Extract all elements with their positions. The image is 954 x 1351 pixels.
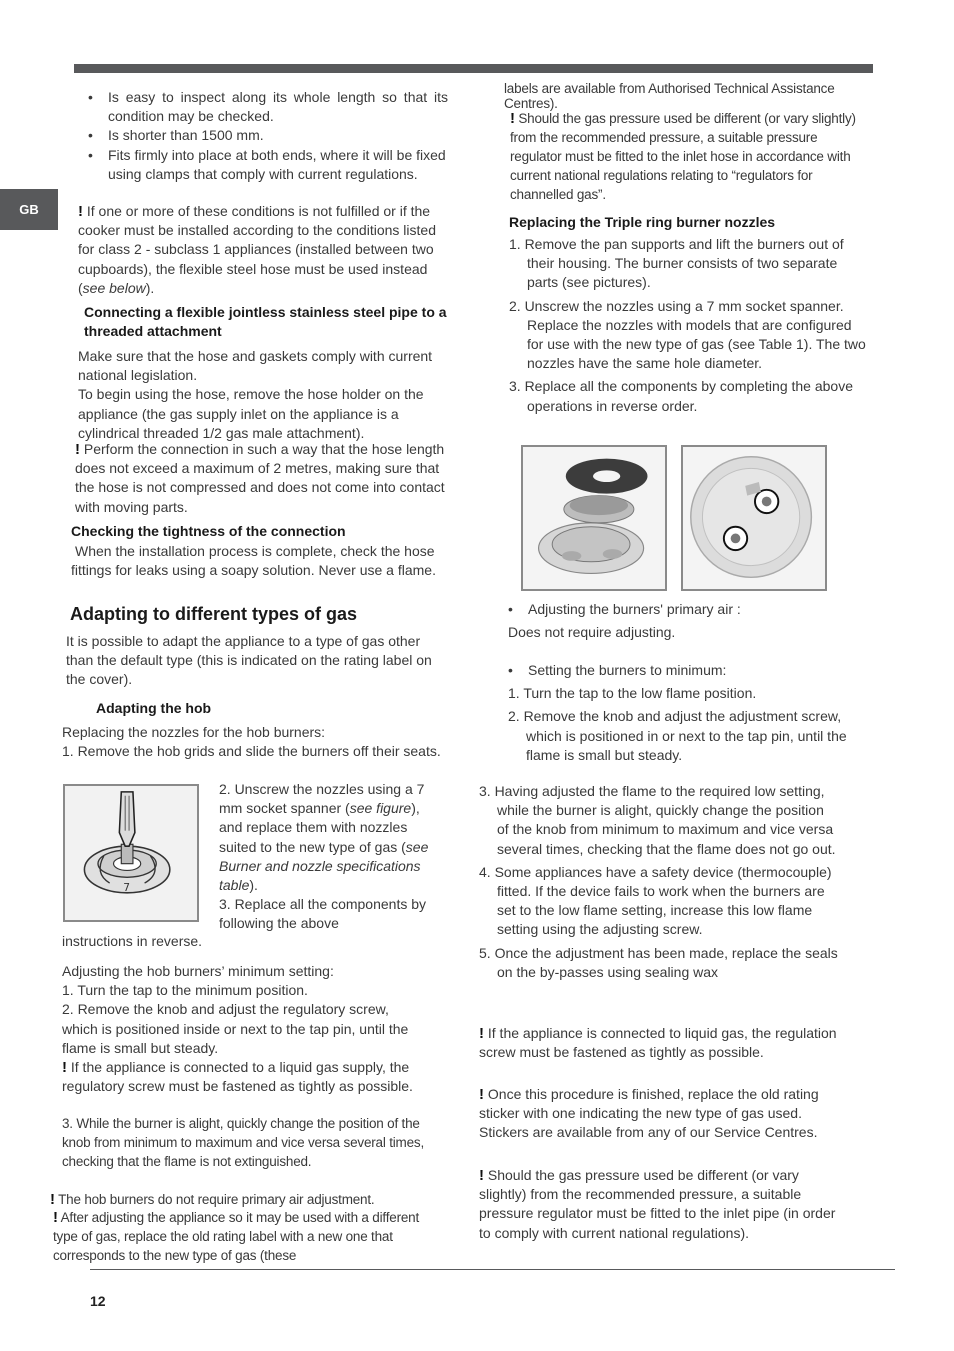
adjustment-steps [479, 782, 839, 982]
hob-step-2-italic: see Burner and nozzle specifications table [219, 838, 429, 894]
heading-tightness: Checking the tightness of the connection [71, 523, 346, 539]
labels-continuation: labels are available from Authorised Technical Assistance Centres). [504, 81, 835, 111]
primary-air-text: Does not require adjusting. [508, 624, 676, 641]
hob-step-2-text: ), and replace them with nozzles suited to the new type of gas ( [219, 800, 420, 855]
hob-step-2 [219, 780, 433, 934]
warning-mark: ! [510, 110, 515, 127]
warning-mark: ! [53, 1209, 58, 1226]
note-text: Perform the connection in such a way that the hose length does not exceed a maximum of 2 metres, making sure that the hose is not compressed and does not come into contact with moving parts. [75, 441, 445, 515]
adapting-paragraph: It is possible to adapt the appliance to a type of gas other than the default type (this is indicated on the rating label on the cover). [66, 633, 432, 688]
minimum-step-2: 2. Remove the knob and adjust the regulatory screw, which is positioned inside or next to the tap pin, until the flame is small but steady. [62, 1001, 409, 1056]
bottom-rule [90, 1269, 895, 1270]
list-item: 1. Turn the tap to the low flame position. [508, 685, 757, 702]
minimum-step-3: 3. While the burner is alight, quickly change the position of the knob from minimum to maximum and vice versa several times, checking that the flame is not extinguished. [62, 1116, 425, 1169]
heading-adapting-hob: Adapting the hob [96, 700, 212, 716]
note-pressure-regulator [510, 109, 870, 204]
nozzle-spanner-icon [65, 786, 197, 920]
primary-air-section [508, 600, 868, 642]
hose-text-1: Make sure that the hose and gaskets comply with current national legislation. [78, 348, 433, 384]
note-text: If the appliance is connected to liquid gas, the regulation screw must be fastened as tightly as possible. [479, 1025, 837, 1061]
note-class2 [78, 202, 450, 298]
list-item: • Fits firmly into place at both ends, where it will be fixed using clamps that comply with current regulations. [88, 146, 448, 184]
list-item: • Is shorter than 1500 mm. [88, 126, 448, 145]
list-item: 3. Having adjusted the flame to the required low setting, while the burner is alight, quickly change the position of the knob from minimum to maximum and vice versa several times, checking that the flame does not go out. [479, 783, 836, 857]
warning-mark: ! [479, 1025, 484, 1042]
note-text: Once this procedure is finished, replace the old rating sticker with one indicating the new type of gas used. Stickers are available from any of our Service Centres. [479, 1086, 819, 1141]
note-inlet-pipe [479, 1166, 839, 1243]
requirements-list [88, 88, 448, 184]
warning-mark: ! [78, 203, 83, 220]
minimum-title: Adjusting the hob burners’ minimum setting: [62, 963, 334, 979]
list-item: 1. Remove the pan supports and lift the burners out of their housing. The burner consists of two separate parts (see pictures). [509, 236, 844, 291]
warning-mark: ! [479, 1167, 484, 1184]
burner-exploded-photo [521, 445, 667, 591]
warning-mark: ! [75, 441, 80, 458]
heading-triple-ring: Replacing the Triple ring burner nozzles [509, 214, 776, 230]
note-text: If the appliance is connected to a liquid gas supply, the regulatory screw must be fastened as tightly as possible. [62, 1059, 413, 1095]
language-tab: GB [0, 189, 58, 230]
note-text: Should the gas pressure used be different (or vary slightly) from the recommended pressure, a suitable pressure regulator must be fitted to the inlet pipe (in order to comply with current national regulations). [479, 1167, 836, 1241]
hob-intro: Replacing the nozzles for the hob burners: [62, 724, 326, 740]
warning-mark: ! [479, 1086, 484, 1103]
warning-mark: ! [62, 1059, 67, 1077]
hob-step-3: 3. Replace all the components by following the above [219, 896, 427, 932]
note-text: After adjusting the appliance so it may be used with a different type of gas, replace the old rating label with a new one that corresponds to the new type of gas (these [53, 1210, 420, 1263]
triple-ring-steps [509, 235, 871, 416]
note-text: If one or more of these conditions is not fulfilled or if the cooker must be installed according to the conditions listed for class 2 - subclass 1 appliances (installed between two cupboards), the flexible steel hose must be used instead ( [78, 203, 436, 296]
list-item: • Is easy to inspect along its whole length so that its condition may be checked. [88, 88, 448, 126]
note-liquid-gas [479, 1024, 839, 1062]
heading-adapting-gas: Adapting to different types of gas [70, 604, 358, 624]
list-item: 2. Unscrew the nozzles using a 7 mm socket spanner. Replace the nozzles with models that are configured for use with the new type of gas (see Table 1). The two nozzles have the same hole diameter. [509, 297, 866, 372]
hob-steps-intro [62, 723, 442, 761]
hob-step-2-text: 2. Unscrew the nozzles using a 7 mm socket spanner ( [219, 781, 425, 817]
burner-base-photo [681, 445, 827, 591]
list-item: 5. Once the adjustment has been made, replace the seals on the by-passes using sealing wax [479, 944, 838, 980]
hose-text-2: To begin using the hose, remove the hose holder on the appliance (the gas supply inlet on the appliance is a cylindrical threaded 1/2 gas male attachment). [78, 386, 424, 441]
hob-nozzle-figure [63, 784, 199, 922]
top-rule [74, 64, 873, 73]
hose-paragraph [78, 347, 452, 443]
burner-base-nozzles-icon [683, 447, 825, 589]
page-number: 12 [90, 1293, 106, 1309]
note-rating-label [53, 1208, 423, 1265]
triple-ring-burner-icon [523, 447, 665, 589]
svg-text:7: 7 [123, 880, 131, 894]
list-item: 3. Replace all the components by completing the above operations in reverse order. [509, 378, 853, 414]
hob-step-3-end: instructions in reverse. [62, 933, 203, 949]
hob-step-2-text: ). [249, 877, 258, 894]
warning-mark: ! [50, 1191, 55, 1208]
list-item: 4. Some appliances have a safety device (thermocouple) fitted. If the device fails to work when the burners are set to the low flame setting, increase this low flame setting using the adjusting screw. [479, 863, 832, 938]
minimum-section [508, 661, 874, 765]
note-italic: see below [82, 279, 146, 296]
hob-step-1: 1. Remove the hob grids and slide the burners off their seats. [62, 743, 441, 760]
list-item: • Setting the burners to minimum: [508, 661, 874, 680]
note-text: The hob burners do not require primary air adjustment. [54, 1192, 375, 1207]
list-item: 2. Remove the knob and adjust the adjustment screw, which is positioned in or next to the tap pin, until the flame is small but steady. [508, 708, 847, 763]
heading-flexible-pipe: Connecting a flexible jointless stainless steel pipe to a threaded attachment [84, 304, 447, 339]
note-hose-length [75, 440, 445, 517]
minimum-setting-block [62, 962, 428, 1096]
minimum-step-1: 1. Turn the tap to the minimum position. [62, 982, 308, 999]
hob-step-2-italic: see figure [349, 800, 412, 817]
list-item: • Adjusting the burners' primary air : [508, 600, 868, 619]
tightness-paragraph: When the installation process is complete, check the hose fittings for leaks using a soapy solution. Never use a flame. [71, 543, 436, 579]
note-text-end: ). [145, 279, 155, 296]
note-rating-sticker [479, 1085, 839, 1143]
note-text: Should the gas pressure used be different (or vary slightly) from the recommended pressure, a suitable pressure regulator must be fitted to the inlet hose in accordance with current national regulations relating to “regulators for channelled gas”. [510, 111, 856, 202]
note-primary-air [50, 1190, 422, 1209]
